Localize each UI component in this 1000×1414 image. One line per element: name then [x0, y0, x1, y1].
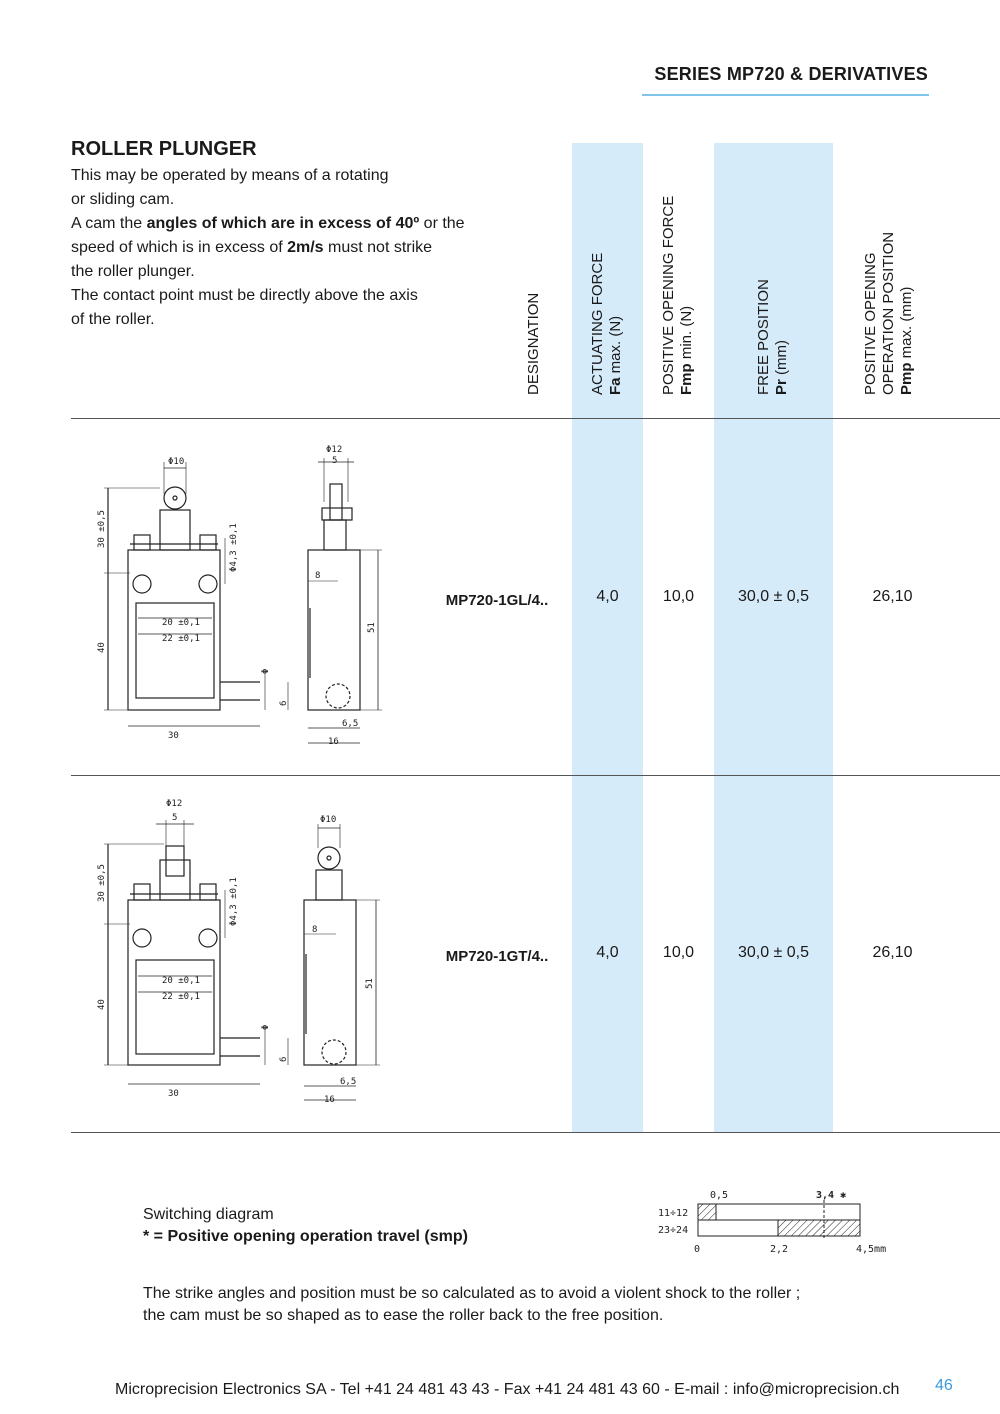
footer-contact: Microprecision Electronics SA - Tel +41 24 481 43 43 - Fax +41 24 481 43 60 - E-mail : info@microprecision.ch [115, 1381, 900, 1398]
page-number: 46 [935, 1377, 953, 1394]
intro-line: A cam the angles of which are in excess of 40º or the [71, 215, 465, 232]
switching-diagram [652, 1184, 896, 1256]
column-header-designation: DESIGNATION [525, 292, 542, 395]
svg-text:2,2: 2,2 [770, 1244, 789, 1255]
column-header-free-position: FREE POSITION Pr (mm) [755, 279, 790, 395]
row-positive-opening-force: 10,0 [662, 944, 695, 961]
row-positive-operation-position: 26,10 [872, 588, 913, 605]
intro-line: This may be operated by means of a rotating [71, 167, 389, 184]
svg-text:6,5: 6,5 [340, 1077, 357, 1087]
row-designation: MP720-1GL/4.. [445, 592, 549, 609]
intro-line: or sliding cam. [71, 191, 175, 208]
intro-line: speed of which is in excess of 2m/s must not strike [71, 239, 433, 256]
table-rule [71, 775, 1000, 776]
svg-text:22 ±0,1: 22 ±0,1 [162, 634, 200, 644]
series-title: SERIES MP720 & DERIVATIVES [654, 64, 928, 84]
svg-text:Φ4,3 ±0,1: Φ4,3 ±0,1 [229, 523, 239, 572]
svg-text:5: 5 [172, 813, 178, 823]
column-header-positive-operation-position: POSITIVE OPENING OPERATION POSITION Pmp max. (mm) [862, 231, 915, 395]
technical-drawing-gt [90, 794, 400, 1106]
svg-text:16: 16 [324, 1095, 335, 1105]
switching-diagram-label: Switching diagram * = Positive opening operation travel (smp) [143, 1206, 468, 1245]
svg-text:Φ10: Φ10 [168, 457, 185, 467]
strike-angle-note: The strike angles and position must be so calculated as to avoid a violent shock to the roller ; the cam must be so shaped as to ease the roller back to the free position. [143, 1285, 801, 1324]
svg-text:8: 8 [315, 571, 321, 581]
technical-drawing-gl [90, 438, 400, 750]
row-positive-opening-force: 10,0 [662, 588, 695, 605]
svg-text:4,5mm: 4,5mm [856, 1244, 887, 1255]
svg-text:30: 30 [168, 1089, 179, 1099]
svg-text:Φ12: Φ12 [326, 445, 343, 455]
intro-text [71, 164, 491, 332]
svg-text:0,5: 0,5 [710, 1190, 729, 1201]
svg-text:23÷24: 23÷24 [658, 1225, 689, 1236]
svg-text:8: 8 [312, 925, 318, 935]
column-header-actuating-force: ACTUATING FORCE Fa max. (N) [589, 252, 624, 395]
svg-text:20 ±0,1: 20 ±0,1 [162, 976, 200, 986]
svg-text:30 ±0,5: 30 ±0,5 [97, 510, 107, 548]
svg-text:6: 6 [279, 700, 289, 706]
series-title-underline [642, 94, 929, 96]
row-actuating-force: 4,0 [596, 588, 619, 605]
svg-text:20 ±0,1: 20 ±0,1 [162, 618, 200, 628]
svg-text:51: 51 [367, 622, 377, 633]
table-rule [71, 1132, 1000, 1133]
row-designation: MP720-1GT/4.. [445, 948, 549, 965]
svg-text:3,4 ✱: 3,4 ✱ [816, 1190, 847, 1201]
svg-text:16: 16 [328, 737, 339, 747]
svg-text:0: 0 [694, 1244, 701, 1255]
svg-text:Φ12: Φ12 [166, 799, 183, 809]
svg-text:Φ4,3 ±0,1: Φ4,3 ±0,1 [229, 877, 239, 926]
svg-text:22 ±0,1: 22 ±0,1 [162, 992, 200, 1002]
svg-text:6,5: 6,5 [342, 719, 359, 729]
row-free-position: 30,0 ± 0,5 [737, 944, 810, 961]
intro-line: The contact point must be directly above the axis [71, 287, 418, 304]
svg-text:Φ10: Φ10 [320, 815, 337, 825]
svg-text:30: 30 [168, 731, 179, 741]
svg-text:Φ: Φ [261, 1024, 271, 1030]
table-rule [71, 418, 1000, 419]
svg-text:Φ: Φ [261, 668, 271, 674]
row-positive-operation-position: 26,10 [872, 944, 913, 961]
svg-text:6: 6 [279, 1056, 289, 1062]
intro-line: the roller plunger. [71, 263, 195, 280]
svg-text:51: 51 [365, 978, 375, 989]
svg-text:30 ±0,5: 30 ±0,5 [97, 864, 107, 902]
section-title: ROLLER PLUNGER [71, 138, 257, 160]
svg-text:40: 40 [97, 999, 107, 1010]
column-header-positive-opening-force: POSITIVE OPENING FORCE Fmp min. (N) [660, 195, 695, 395]
intro-line: of the roller. [71, 311, 155, 328]
row-free-position: 30,0 ± 0,5 [737, 588, 810, 605]
svg-text:5: 5 [332, 456, 338, 466]
row-actuating-force: 4,0 [596, 944, 619, 961]
svg-text:40: 40 [97, 642, 107, 653]
svg-text:11÷12: 11÷12 [658, 1208, 689, 1219]
